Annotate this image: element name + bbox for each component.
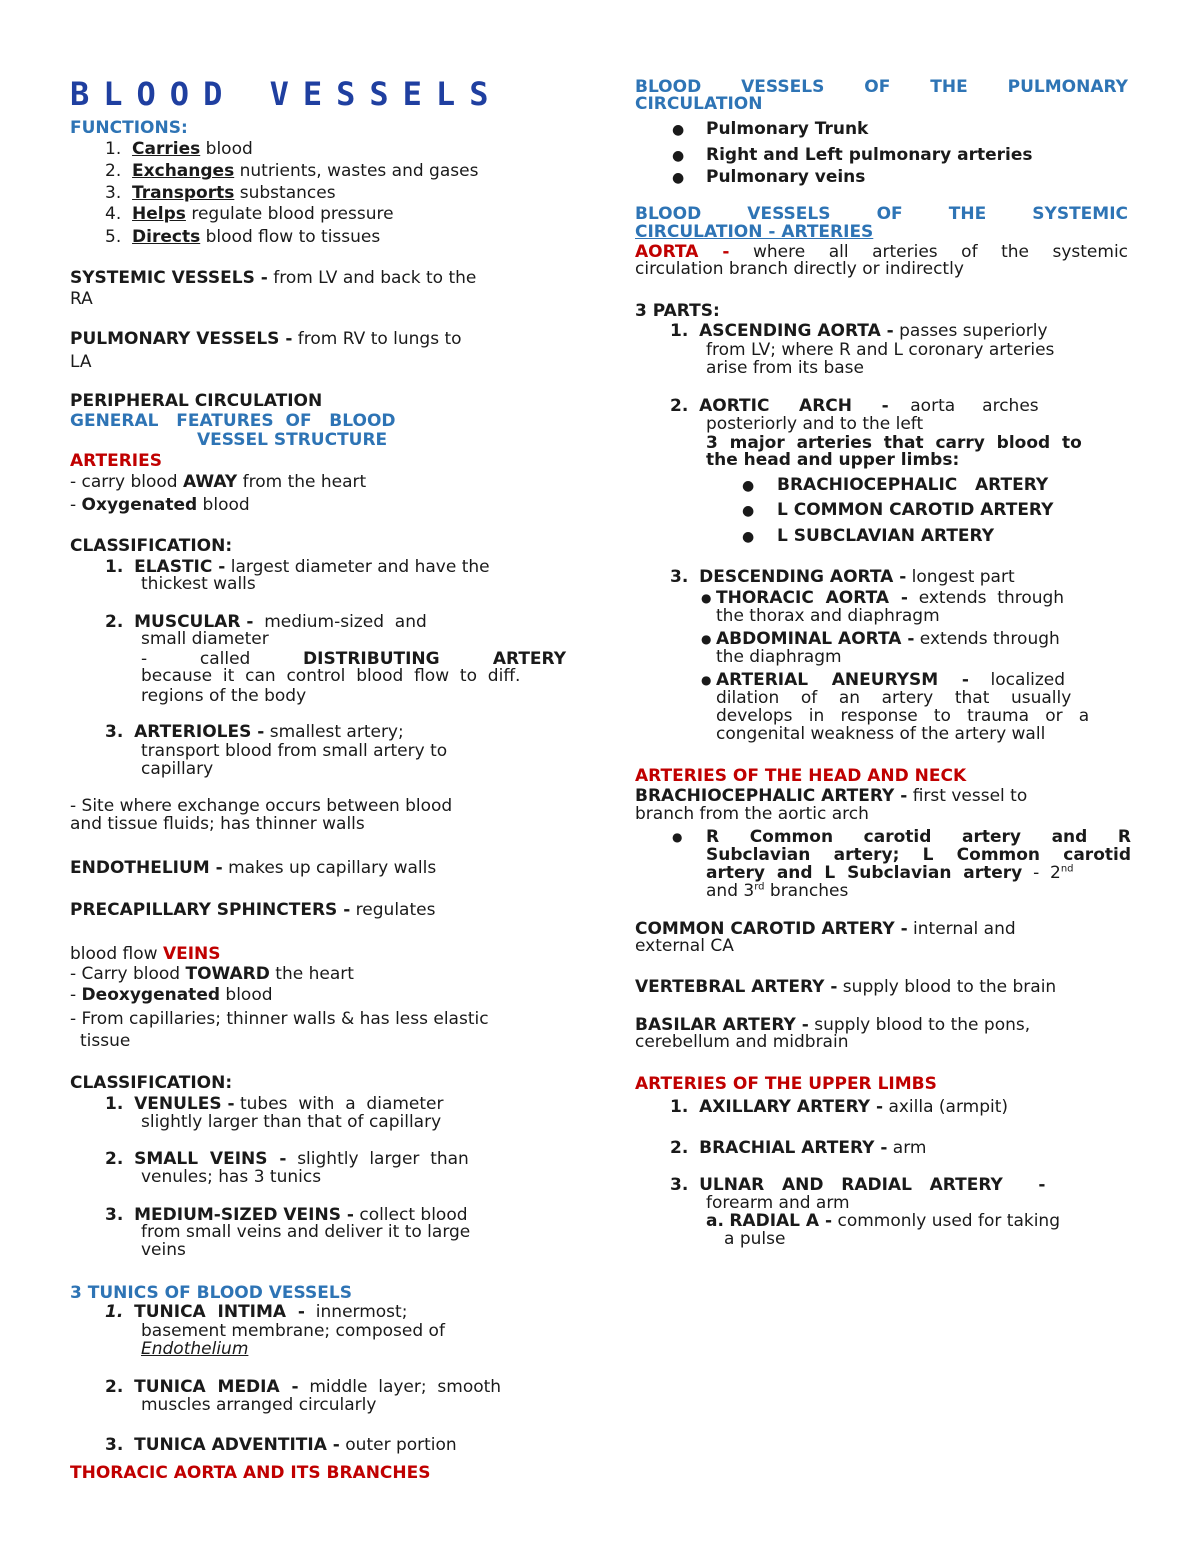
- function-item-1: 1. Carries blood: [105, 139, 253, 159]
- arterial-aneurysm-item-cont-3: congenital weakness of the artery wall: [716, 724, 1046, 744]
- medium-veins-item: 3. MEDIUM-SIZED VEINS - collect blood: [105, 1205, 468, 1225]
- radial-a-item: a. RADIAL A - commonly used for taking: [706, 1211, 1060, 1231]
- abdominal-aorta-item-cont: the diaphragm: [716, 647, 842, 667]
- aortic-arch-item-cont: posteriorly and to the left: [706, 414, 924, 434]
- veins-point-2: - Deoxygenated blood: [70, 985, 273, 1005]
- aorta-definition-cont: circulation branch directly or indirectly: [635, 259, 964, 279]
- arteries-heading: ARTERIES: [70, 451, 162, 471]
- aortic-arch-major-arteries-cont: the head and upper limbs:: [706, 450, 960, 470]
- pulmonary-item-1: Pulmonary Trunk: [706, 119, 869, 139]
- pulmonary-vessels-cont: LA: [70, 352, 92, 372]
- small-veins-item-cont: venules; has 3 tunics: [141, 1167, 322, 1187]
- medium-veins-item-cont-1: from small veins and deliver it to large: [141, 1222, 471, 1242]
- page-title: BLOOD VESSELS: [70, 75, 503, 113]
- muscular-item-cont-4: regions of the body: [141, 686, 307, 706]
- functions-heading: FUNCTIONS:: [70, 118, 188, 138]
- three-parts-heading: 3 PARTS:: [635, 301, 720, 321]
- brachiocephalic-artery-cont: branch from the aortic arch: [635, 804, 869, 824]
- carotid-subclavian-line-1: R Common carotid artery and R: [706, 827, 1131, 847]
- function-item-4: 4. Helps regulate blood pressure: [105, 204, 394, 224]
- pulmonary-item-2: Right and Left pulmonary arteries: [706, 145, 1033, 165]
- function-item-2: 2. Exchanges nutrients, wastes and gases: [105, 161, 479, 181]
- axillary-artery-item: 1. AXILLARY ARTERY - axilla (armpit): [670, 1097, 1009, 1117]
- classification-heading: CLASSIFICATION:: [70, 536, 233, 556]
- bullet-icon: ●: [701, 673, 712, 687]
- veins-classification-heading: CLASSIFICATION:: [70, 1073, 233, 1093]
- endothelium: ENDOTHELIUM - makes up capillary walls: [70, 858, 437, 878]
- arch-branch-2: L COMMON CAROTID ARTERY: [777, 500, 1054, 520]
- ulnar-radial-artery-item: 3. ULNAR AND RADIAL ARTERY -: [670, 1175, 1046, 1195]
- basilar-artery: BASILAR ARTERY - supply blood to the pons,: [635, 1015, 1031, 1035]
- upper-limbs-heading: ARTERIES OF THE UPPER LIMBS: [635, 1074, 937, 1094]
- tunica-intima-item-cont-2: Endothelium: [141, 1339, 249, 1359]
- systemic-circulation-heading-cont: CIRCULATION - ARTERIES: [635, 222, 874, 242]
- aortic-arch-major-arteries: 3 major arteries that carry blood to: [706, 433, 1082, 453]
- function-item-3: 3. Transports substances: [105, 183, 336, 203]
- head-neck-heading: ARTERIES OF THE HEAD AND NECK: [635, 766, 967, 786]
- general-features-heading-cont: VESSEL STRUCTURE: [197, 430, 388, 450]
- arterioles-item: 3. ARTERIOLES - smallest artery;: [105, 722, 404, 742]
- elastic-item: 1. ELASTIC - largest diameter and have the: [105, 557, 490, 577]
- muscular-item-cont-1: small diameter: [141, 629, 269, 649]
- carotid-subclavian-line-2: Subclavian artery; L Common carotid: [706, 845, 1131, 865]
- arch-branch-3: L SUBCLAVIAN ARTERY: [777, 526, 995, 546]
- tunica-adventitia-item: 3. TUNICA ADVENTITIA - outer portion: [105, 1435, 457, 1455]
- basilar-artery-cont: cerebellum and midbrain: [635, 1032, 849, 1052]
- peripheral-circulation: PERIPHERAL CIRCULATION: [70, 391, 323, 411]
- descending-aorta-item: 3. DESCENDING AORTA - longest part: [670, 567, 1015, 587]
- general-features-heading: GENERAL FEATURES OF BLOOD: [70, 411, 396, 431]
- tunics-heading: 3 TUNICS OF BLOOD VESSELS: [70, 1283, 352, 1303]
- arterial-aneurysm-item-cont-2: develops in response to trauma or a: [716, 706, 1090, 726]
- carotid-subclavian-line-4: and 3rd branches: [706, 881, 849, 901]
- venules-item: 1. VENULES - tubes with a diameter: [105, 1094, 444, 1114]
- tunica-media-item-cont: muscles arranged circularly: [141, 1395, 377, 1415]
- elastic-item-cont: thickest walls: [141, 574, 256, 594]
- veins-point-3: - From capillaries; thinner walls & has less elastic: [70, 1009, 489, 1029]
- systemic-vessels-cont: RA: [70, 289, 93, 309]
- ascending-aorta-item: 1. ASCENDING AORTA - passes superiorly: [670, 321, 1048, 341]
- ulnar-radial-artery-item-cont: forearm and arm: [706, 1193, 850, 1213]
- venules-item-cont: slightly larger than that of capillary: [141, 1112, 442, 1132]
- abdominal-aorta-item: ABDOMINAL AORTA - extends through: [716, 629, 1060, 649]
- capillary-site: - Site where exchange occurs between blood: [70, 796, 453, 816]
- bullet-icon: ●: [672, 170, 685, 186]
- bullet-icon: ●: [742, 503, 755, 519]
- arch-branch-1: BRACHIOCEPHALIC ARTERY: [777, 475, 1049, 495]
- carotid-subclavian-line-3: artery and L Subclavian artery - 2nd: [706, 863, 1074, 883]
- function-item-5: 5. Directs blood flow to tissues: [105, 227, 381, 247]
- tunica-media-item: 2. TUNICA MEDIA - middle layer; smooth: [105, 1377, 502, 1397]
- aortic-arch-item: 2. AORTIC ARCH - aorta arches: [670, 396, 1039, 416]
- thoracic-aorta-item: THORACIC AORTA - extends through: [716, 588, 1065, 608]
- veins-point-1: - Carry blood TOWARD the heart: [70, 964, 354, 984]
- small-veins-item: 2. SMALL VEINS - slightly larger than: [105, 1149, 469, 1169]
- bullet-icon: ●: [672, 148, 685, 164]
- common-carotid-artery-cont: external CA: [635, 936, 734, 956]
- pulmonary-circulation-heading-cont: CIRCULATION: [635, 94, 763, 114]
- tunica-intima-item: 1. TUNICA INTIMA - innermost;: [105, 1302, 408, 1322]
- brachial-artery-item: 2. BRACHIAL ARTERY - arm: [670, 1138, 927, 1158]
- veins-heading: blood flow VEINS: [70, 944, 221, 964]
- pulmonary-item-3: Pulmonary veins: [706, 167, 866, 187]
- ascending-aorta-item-cont-1: from LV; where R and L coronary arteries: [706, 340, 1055, 360]
- muscular-item-cont-3: because it can control blood flow to diff.: [141, 666, 521, 686]
- tunica-intima-item-cont-1: basement membrane; composed of: [141, 1321, 445, 1341]
- bullet-icon: ●: [672, 830, 683, 844]
- vertebral-artery: VERTEBRAL ARTERY - supply blood to the brain: [635, 977, 1057, 997]
- aorta-definition: AORTA - where all arteries of the systemic: [635, 242, 1129, 262]
- systemic-circulation-heading: BLOOD VESSELS OF THE SYSTEMIC: [635, 204, 1128, 224]
- bullet-icon: ●: [742, 529, 755, 545]
- bullet-icon: ●: [672, 122, 685, 138]
- arteries-point-1: - carry blood AWAY from the heart: [70, 472, 367, 492]
- ascending-aorta-item-cont-2: arise from its base: [706, 358, 864, 378]
- bullet-icon: ●: [701, 632, 712, 646]
- systemic-vessels: SYSTEMIC VESSELS - from LV and back to the: [70, 268, 477, 288]
- thoracic-aorta-branches-heading: THORACIC AORTA AND ITS BRANCHES: [70, 1463, 431, 1483]
- muscular-item-cont-2: - called DISTRIBUTING ARTERY: [141, 649, 567, 669]
- bullet-icon: ●: [742, 478, 755, 494]
- capillary-site-cont: and tissue fluids; has thinner walls: [70, 814, 365, 834]
- medium-veins-item-cont-2: veins: [141, 1240, 186, 1260]
- arteries-point-2: - Oxygenated blood: [70, 495, 250, 515]
- arterioles-item-cont-2: capillary: [141, 759, 214, 779]
- pulmonary-circulation-heading: BLOOD VESSELS OF THE PULMONARY: [635, 77, 1128, 97]
- arterial-aneurysm-item-cont-1: dilation of an artery that usually: [716, 688, 1072, 708]
- muscular-item: 2. MUSCULAR - medium-sized and: [105, 612, 427, 632]
- common-carotid-artery: COMMON CAROTID ARTERY - internal and: [635, 919, 1016, 939]
- arterial-aneurysm-item: ARTERIAL ANEURYSM - localized: [716, 670, 1066, 690]
- brachiocephalic-artery: BRACHIOCEPHALIC ARTERY - first vessel to: [635, 786, 1028, 806]
- bullet-icon: ●: [701, 591, 712, 605]
- pulmonary-vessels: PULMONARY VESSELS - from RV to lungs to: [70, 329, 462, 349]
- radial-a-item-cont: a pulse: [724, 1229, 786, 1249]
- veins-point-3-cont: tissue: [80, 1031, 131, 1051]
- arterioles-item-cont-1: transport blood from small artery to: [141, 741, 448, 761]
- thoracic-aorta-item-cont: the thorax and diaphragm: [716, 606, 940, 626]
- precapillary-sphincters: PRECAPILLARY SPHINCTERS - regulates: [70, 900, 436, 920]
